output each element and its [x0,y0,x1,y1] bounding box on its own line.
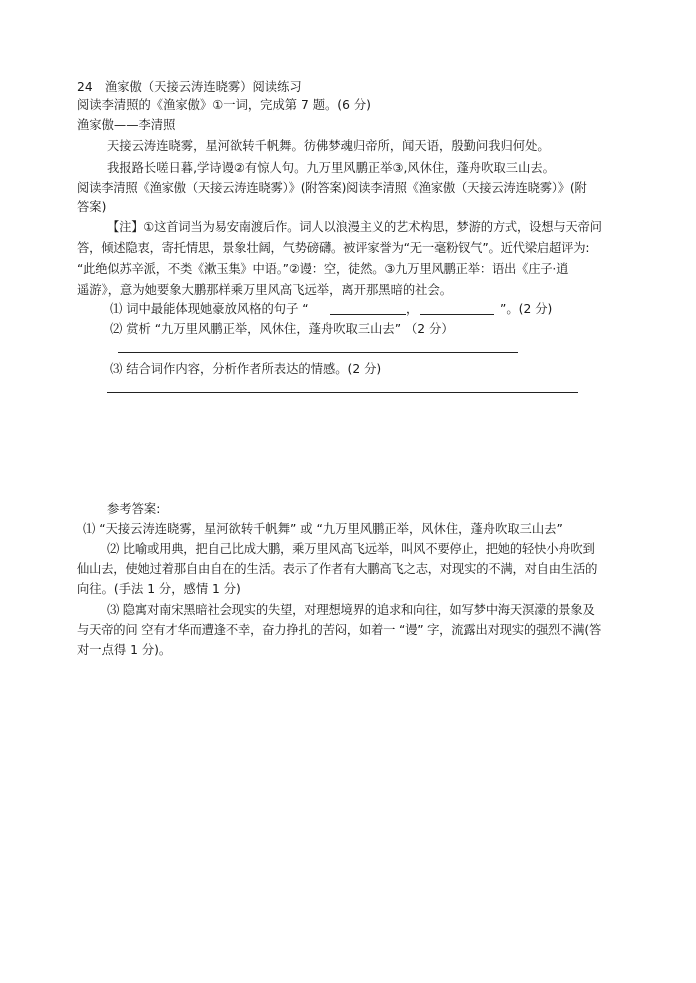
source-line-2: 答案) [77,200,107,214]
exercise-intro: 阅读李清照的《渔家傲》①一词，完成第 7 题。(6 分) [77,98,371,112]
note-line-4: 遥游》，意为她要象大鹏那样乘万里风高飞远举，离开那黑暗的社会。 [77,283,453,297]
answer-3-line-1: ⑶ 隐寓对南宋黑暗社会现实的失望，对理想境界的追求和向往，如写梦中海天溟濛的景象及 [107,603,595,617]
answer-3-line-3: 对一点得 1 分)。 [77,643,172,657]
question-1-suffix: ”。(2 分) [500,302,553,316]
question-1-blank-b[interactable] [420,300,494,315]
question-2-answer-line[interactable] [118,352,518,353]
poem-line-1: 天接云涛连晓雾，星河欲转千帆舞。彷佛梦魂归帝所，闻天语，殷勤问我归何处。 [107,139,550,153]
question-1-prefix: ⑴ 词中最能体现她豪放风格的句子 “ [110,302,309,316]
question-3: ⑶ 结合词作内容，分析作者所表达的情感。(2 分) [110,362,382,376]
answers-heading: 参考答案: [107,502,161,516]
answer-1: ⑴ “天接云涛连晓雾，星河欲转千帆舞” 或 “九万里风鹏正举，风休住，蓬舟吹取三山去” [83,522,563,536]
poem-line-2: 我报路长嗟日暮,学诗谩②有惊人句。九万里风鹏正举③,风休住，蓬舟吹取三山去。 [107,161,555,175]
note-line-1: 【注】①这首词当为易安南渡后作。词人以浪漫主义的艺术构思，梦游的方式，设想与天帝问 [107,220,602,234]
poem-title: 渔家傲——李清照 [77,118,176,132]
answer-2-line-3: 向往。(手法 1 分，感情 1 分) [77,582,241,596]
question-1-blank-a[interactable] [330,300,406,315]
note-line-3: “此绝似苏辛派，不类《漱玉集》中语。”②谩：空，徒然。③九万里风鹏正举：语出《庄子·逍 [77,262,569,276]
source-line-1: 阅读李清照《渔家傲（天接云涛连晓雾）》(附答案)阅读李清照《渔家傲（天接云涛连晓雾）》(附 [77,181,587,195]
answer-3-line-2: 与天帝的问 空有才华而遭逢不幸，奋力挣扎的苦闷，如着一 “谩” 字，流露出对现实的强烈不满(答 [77,623,602,637]
note-line-2: 答，倾述隐衷，寄托情思，景象壮阔，气势磅礴。被评家誉为“无一毫粉钗气”。近代梁启超评为: [77,241,590,255]
answer-2-line-2: 仙山去，使她过着那自由自在的生活。表示了作者有大鹏高飞之志，对现实的不满，对自由生活的 [77,562,598,576]
answer-2-line-1: ⑵ 比喻或用典，把自己比成大鹏，乘万里风高飞远举，叫风不要停止，把她的轻快小舟吹到 [107,542,595,556]
question-1-comma: ， [406,302,419,316]
question-2: ⑵ 赏析 “九万里风鹏正举，风休住，蓬舟吹取三山去” （2 分） [110,322,454,336]
exercise-title: 24 渔家傲（天接云涛连晓雾）阅读练习 [77,80,302,94]
question-3-answer-line[interactable] [107,392,578,393]
